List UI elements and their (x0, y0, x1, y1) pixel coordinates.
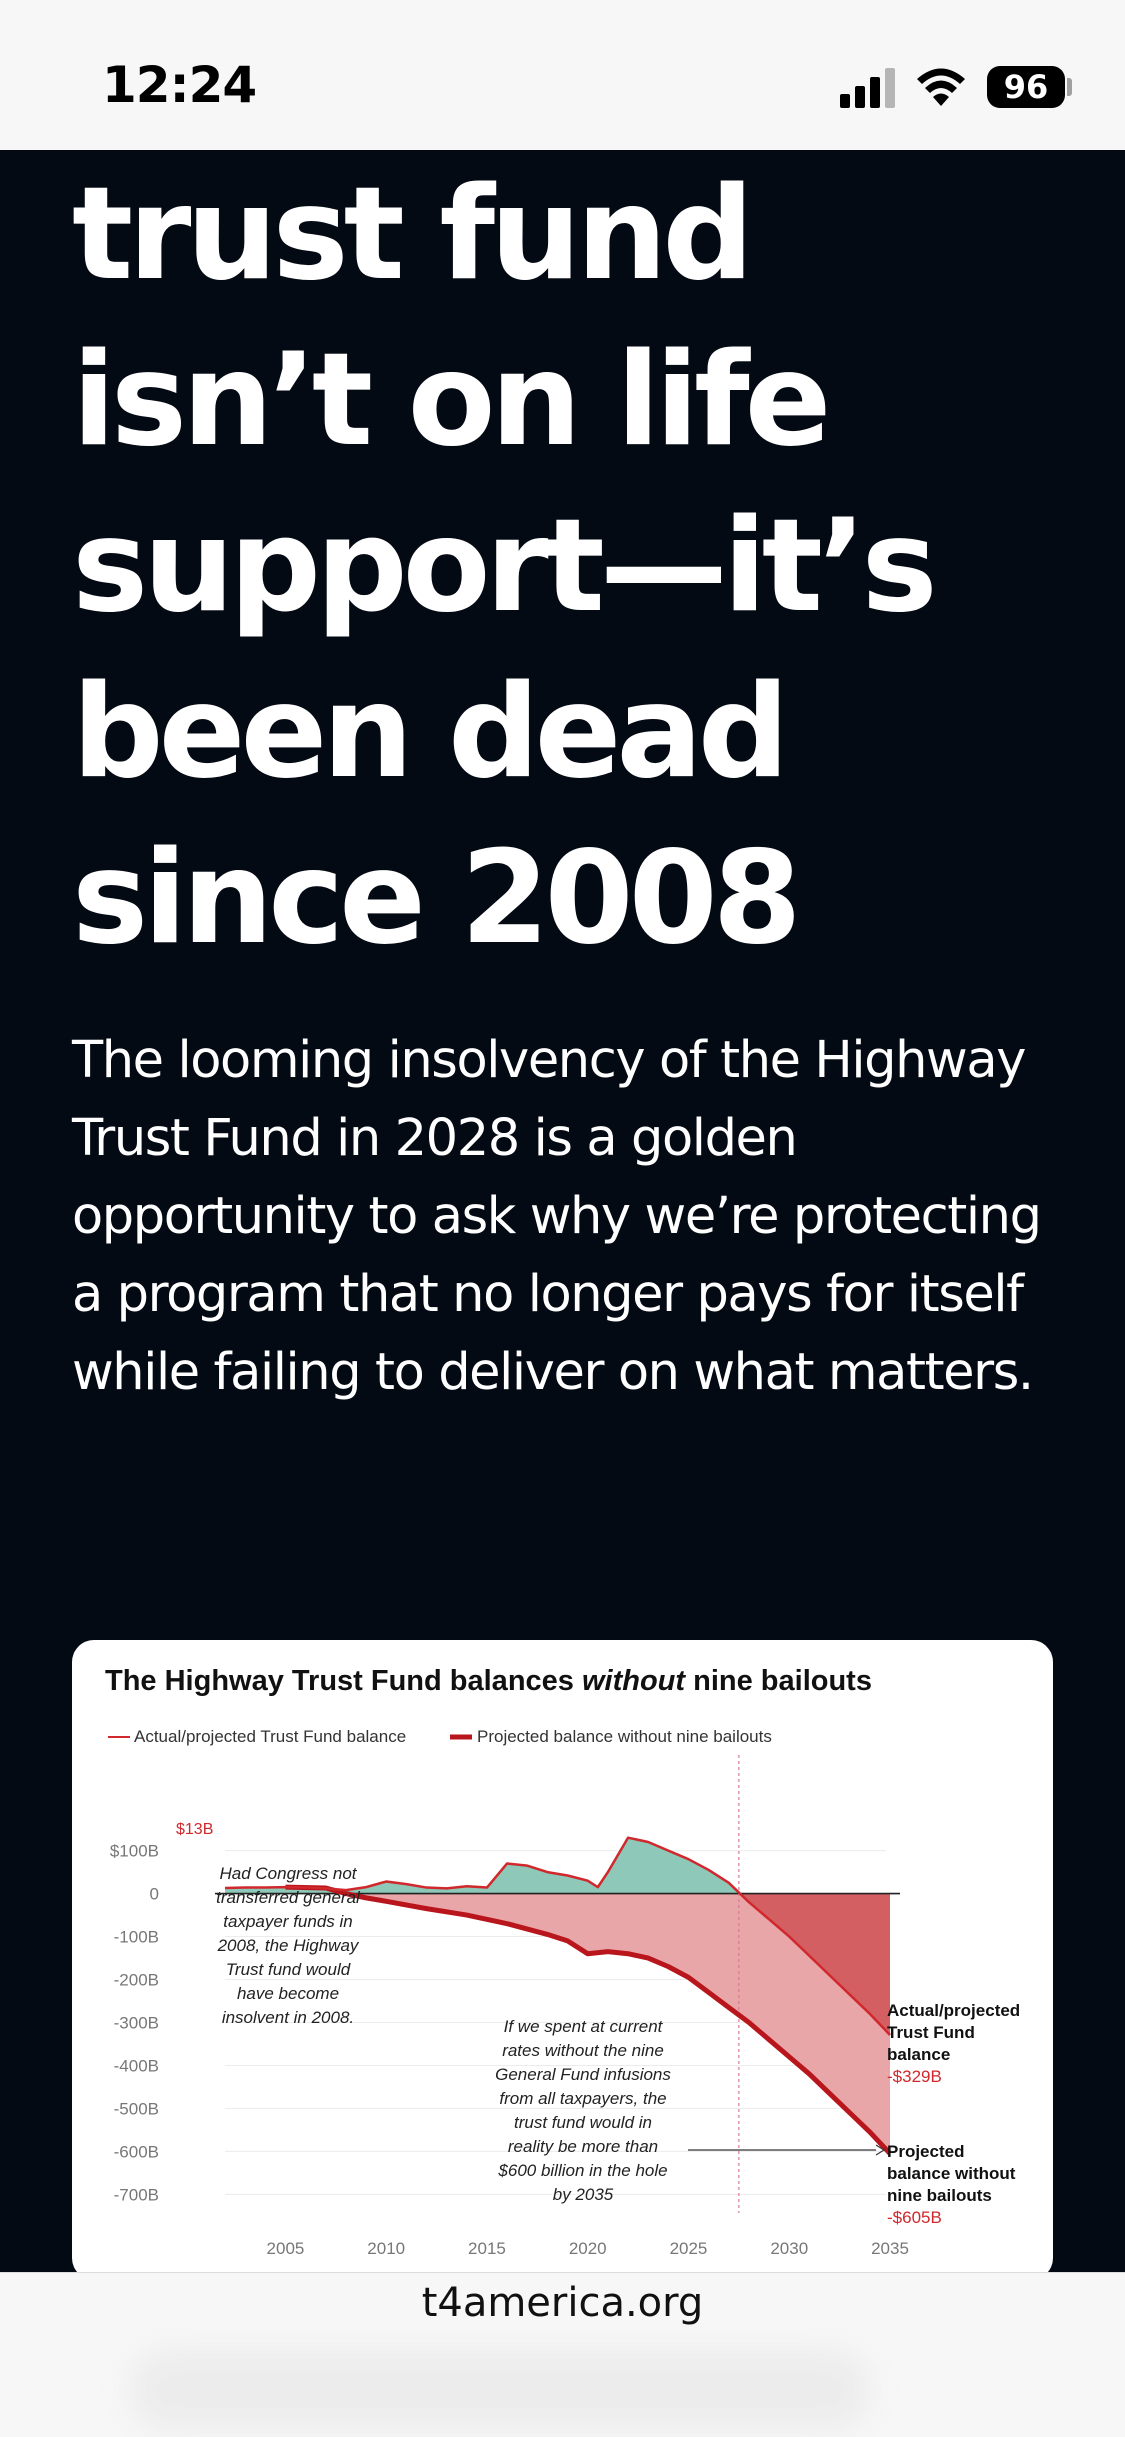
x-tick-label: 2020 (568, 2239, 607, 2258)
x-tick-label: 2010 (367, 2239, 406, 2258)
cellular-signal-icon (840, 68, 896, 108)
article-headline: trust fund isn’t on life support—it’s been dead since 2008 (72, 160, 933, 973)
note-2008-line: Had Congress not (219, 1864, 357, 1883)
end-label-actual: balance (887, 2045, 951, 2064)
note-2035-line: If we spent at current (503, 2017, 663, 2036)
chart-title (105, 1665, 872, 1697)
y-tick-label: -700B (113, 2185, 159, 2205)
url-text[interactable]: t4america.org (421, 2280, 704, 2326)
end-label-actual: Trust Fund (887, 2023, 975, 2042)
wifi-icon (914, 66, 968, 108)
x-tick-label: 2025 (669, 2239, 708, 2258)
y-tick-label: -300B (113, 2013, 159, 2033)
y-tick-label: -200B (113, 1970, 159, 1990)
start-value-label: $13B (176, 1821, 214, 1838)
note-2008-line: transferred general (216, 1888, 360, 1907)
x-tick-label: 2030 (770, 2239, 809, 2258)
y-tick-label: 0 (149, 1884, 159, 1904)
note-2008-line: taxpayer funds in (223, 1912, 353, 1931)
end-label-projected: balance without (887, 2164, 1016, 2183)
end-label-actual: Actual/projected (887, 2001, 1021, 2020)
trust-fund-chart (72, 1640, 1053, 2280)
status-time: 12:24 (102, 56, 257, 114)
status-bar (0, 0, 1125, 150)
legend-label-actual: Actual/projected Trust Fund balance (134, 1727, 407, 1746)
x-tick-label: 2015 (468, 2239, 506, 2258)
chart-title-part: without (581, 1665, 686, 1697)
note-2035-line: from all taxpayers, the (499, 2089, 667, 2108)
battery-icon (987, 66, 1065, 108)
note-2035-line: $600 billion in the hole (498, 2161, 668, 2180)
end-value-actual: -$329B (887, 2067, 942, 2086)
chart-card (72, 1640, 1053, 2280)
note-2008-line: 2008, the Highway (217, 1936, 359, 1955)
note-2008-line: have become (236, 1984, 340, 2003)
y-tick-label: -400B (113, 2056, 159, 2076)
end-label-projected: Projected (887, 2142, 965, 2161)
y-tick-label: -600B (113, 2142, 159, 2162)
y-tick-label: -100B (113, 1927, 159, 1947)
battery-cap (1067, 78, 1072, 96)
legend-label-projected: Projected balance without nine bailouts (477, 1727, 772, 1746)
home-indicator-area (130, 2350, 870, 2430)
end-label-projected: nine bailouts (887, 2186, 992, 2205)
y-tick-label: $100B (109, 1841, 159, 1861)
article-summary: The looming insolvency of the Highway Trust Fund in 2028 is a golden opportunity to ask why we’re protecting a program that no longer pays for itself while failing to deliver on what matters. (72, 1031, 1041, 1402)
chart-title-part: The Highway Trust Fund balances (105, 1665, 582, 1697)
y-tick-label: -500B (113, 2099, 159, 2119)
note-2035-line: reality be more than (507, 2137, 659, 2156)
x-tick-label: 2005 (266, 2239, 305, 2258)
note-2008-line: Trust fund would (225, 1960, 351, 1979)
note-2035-line: trust fund would in (514, 2113, 652, 2132)
chart-title-part: nine bailouts (685, 1665, 872, 1697)
x-tick-label: 2035 (871, 2239, 909, 2258)
battery-level: 96 (1003, 68, 1049, 106)
note-2035-line: by 2035 (552, 2185, 614, 2204)
note-2008-line: insolvent in 2008. (221, 2008, 355, 2027)
note-2035-line: rates without the nine (502, 2041, 664, 2060)
end-value-projected: -$605B (887, 2208, 942, 2227)
note-2035-line: General Fund infusions (495, 2065, 671, 2084)
